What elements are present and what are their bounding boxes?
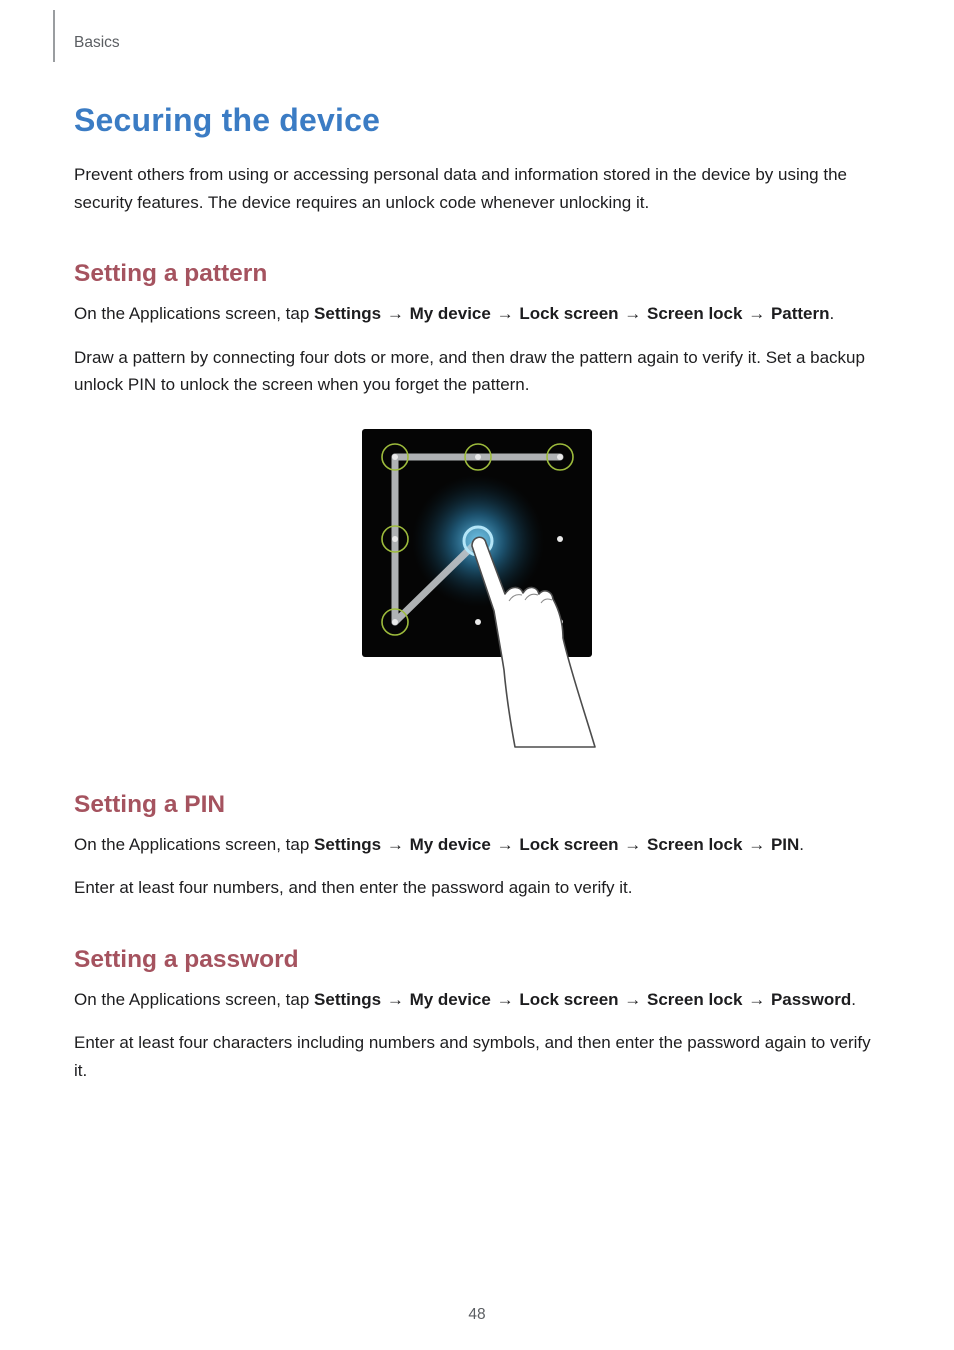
pattern-body-paragraph: Draw a pattern by connecting four dots or more, and then draw the pattern again to verify it. Set a backup unlock PIN to unlock the screen when you forget the pattern.	[74, 347, 865, 395]
arrow-glyph: →	[748, 989, 766, 1009]
arrow-glyph: →	[748, 304, 766, 324]
password-step-paragraph	[74, 986, 880, 1014]
section-heading-pattern: Setting a pattern	[74, 260, 268, 288]
path-term: Lock screen	[519, 304, 619, 324]
intro-paragraph: Prevent others from using or accessing personal data and information stored in the device by using the security features. The device requires an unlock code whenever unlocking it.	[74, 165, 847, 212]
path-term: Settings	[314, 304, 382, 324]
arrow-glyph: →	[624, 834, 642, 854]
password-body-paragraph: Enter at least four characters including numbers and symbols, and then enter the password again to verify it.	[74, 1033, 871, 1080]
section-heading-pin: Setting a PIN	[74, 790, 226, 818]
arrow-glyph: →	[496, 834, 514, 854]
path-term: Lock screen	[519, 834, 619, 854]
arrow-glyph: →	[496, 304, 514, 324]
pin-body-paragraph: Enter at least four numbers, and then enter the password again to verify it.	[74, 878, 633, 898]
path-term: Screen lock	[647, 834, 743, 854]
path-term: Settings	[314, 989, 382, 1009]
page-title: Securing the device	[74, 102, 381, 138]
breadcrumb: Basics	[74, 34, 120, 51]
path-term: Password	[770, 989, 852, 1009]
step-prefix: On the Applications screen, tap	[74, 304, 315, 324]
arrow-glyph: →	[386, 304, 404, 324]
section-heading-password: Setting a password	[74, 945, 299, 973]
path-term: PIN	[770, 834, 800, 854]
period: .	[851, 989, 856, 1009]
path-term: Lock screen	[519, 989, 619, 1009]
arrow-glyph: →	[748, 834, 766, 854]
path-term: My device	[409, 304, 491, 324]
path-term: Pattern	[770, 304, 830, 324]
arrow-glyph: →	[624, 304, 642, 324]
header-rule	[53, 10, 55, 62]
path-term: My device	[409, 989, 491, 1009]
arrow-glyph: →	[496, 989, 514, 1009]
period: .	[799, 834, 805, 854]
pin-step-paragraph	[74, 831, 880, 859]
arrow-glyph: →	[386, 834, 404, 854]
step-prefix: On the Applications screen, tap	[74, 834, 315, 854]
step-prefix: On the Applications screen, tap	[74, 989, 315, 1009]
page-number: 48	[468, 1306, 486, 1323]
path-term: Settings	[314, 834, 382, 854]
path-term: Screen lock	[647, 304, 743, 324]
path-term: My device	[409, 834, 491, 854]
pattern-step-paragraph	[74, 300, 880, 328]
arrow-glyph: →	[624, 989, 642, 1009]
arrow-glyph: →	[386, 989, 404, 1009]
pattern-lock-illustration	[362, 429, 592, 747]
pattern-lock-graphic	[362, 429, 620, 747]
period: .	[829, 304, 835, 324]
path-term: Screen lock	[647, 989, 743, 1009]
